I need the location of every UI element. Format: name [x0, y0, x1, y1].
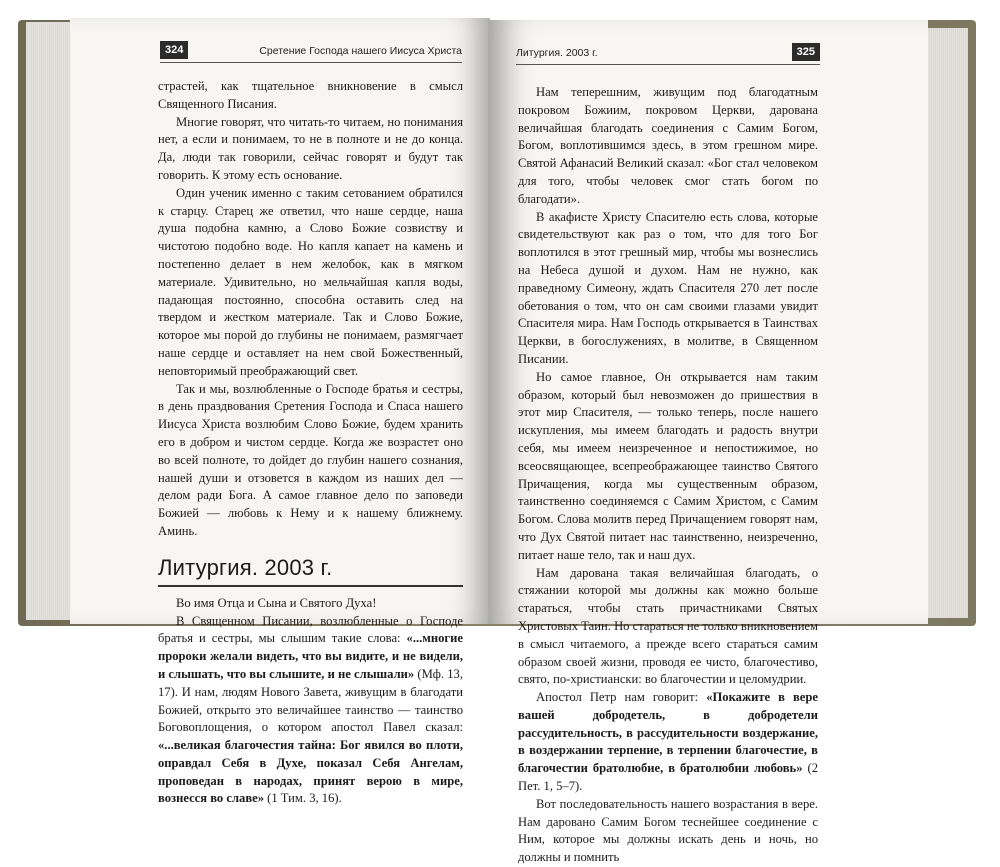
left-running-title: Сретение Господа нашего Иисуса Христа — [259, 45, 462, 57]
text-run: Апостол Петр нам говорит: — [536, 690, 707, 705]
right-body-text — [518, 84, 818, 867]
greeting: Во имя Отца и Сына и Святого Духа! — [176, 595, 377, 610]
paragraph: Один ученик именно с таким сетованием обратился к старцу. Старец же ответил, что наше сердце, наша душа подобна камню, а Слово Божие созвиству и чистотою подобно воде. Но капля капает на камень и постепенно делает в нем желобок, как в мягком материале. Удивительно, но мельчайшая капля воды, падающая постоянно, способна оставить след на твердом и жестком материале. Так и Слово Божие, которое мы порой до глубины не понимаем, размягчает наше сердце и оставляет на нем свой Божественный, неповторимый преображающий свет. — [158, 185, 463, 378]
right-header-rule — [516, 64, 820, 65]
right-page — [488, 20, 928, 865]
text-run: В Священном Писании, возлюбленные о Господе братья и сестры, мы слышим такие слова: — [158, 613, 463, 646]
paragraph: Вот последовательность нашего возрастания в вере. Нам дарованo Самим Богом теснейшее соединение с Ним, которое мы должны искать день и ночь, но должны и помнить — [518, 796, 818, 865]
paragraph: Нам теперешним, живущим под благодатным покровом Божиим, покровом Церкви, дарована величайшая благодать соединения с Самим Богом, Богом, воплотившимся здесь, в этом грешном мире. Святой Афанасий Великий сказал: «Бог стал человеком для того, чтобы человек смог стать богом по благодати». — [518, 85, 818, 206]
text-run: (1 Тим. 3, 16). — [264, 791, 342, 806]
right-page-number: 325 — [792, 43, 820, 61]
left-running-head — [70, 41, 490, 61]
paragraph: Многие говорят, что читать-то читаем, но понимания нет, а если и понимаем, то не в полноте и не до конца. Да, люди так говорили, сейчас говорят и будут так говорить. К этому есть основание. — [158, 114, 463, 182]
paragraph: страстей, как тщательное вникновение в смысл Священного Писания. — [158, 79, 463, 111]
left-body-text — [158, 78, 463, 808]
chapter-title: Литургия. 2003 г. — [158, 555, 463, 587]
paragraph: Нам дарована такая величайшая благодать, о стяжании которой мы должны как можно больше стараться, чтобы стать причастниками Святых Христовых Таин. Но стараться не только вникновением в смысл читаемого, а прежде всего стараться самим образом своей жизни, проводя ее чисто, благочестиво, свято, по-христиански: во благочестии и целомудрии. — [518, 565, 818, 687]
right-running-title: Литургия. 2003 г. — [516, 47, 598, 59]
scripture-quote: «Покажите в вере вашей добродетель, в добродетели рассудительность, в рассудительности воздержание, в воздержании терпение, в терпении благочестие, в благочестии братолюбие, в братолюбии любовь» — [518, 690, 818, 776]
page-edges-left — [26, 22, 74, 620]
text-run: (2 Пет. 1, 5–7). — [518, 761, 818, 794]
left-page-number: 324 — [160, 41, 188, 59]
scripture-quote: «...многие пророки желали видеть, что вы видите, и не видели, и слышать, что вы слышите, и не слышали» — [158, 631, 463, 681]
text-run: (Мф. 13, 17). И нам, людям Нового Завета, живущим в благодати Божией, открыто это величайшее таинство — таинство Боговоплощения, о котором апостол Павел сказал: — [158, 666, 464, 735]
paragraph — [158, 613, 463, 809]
paragraph: Но самое главное, Он открывается нам таким образом, который был невозможен до пришествия в этот мир Спасителя, — только теперь, после нашего искупления, мы имеем благодать и радость внутри себя, мы имеем неизреченное и непостижимое, но всеосвящающее, всепреображающее таинство Святого Причащения, когда мы существенным образом, таинственно соединяемся с Самим Христом, с Самим Богом. Слова молитв перед Причащением говорят нам, что Дух Святой питает нас таинственно, неизреченно, питает наше тело, так и наш дух. — [518, 369, 818, 562]
right-running-head — [488, 43, 928, 63]
left-header-rule — [160, 62, 462, 63]
paragraph: В акафисте Христу Спасителю есть слова, которые свидетельствуют как раз о том, что для того Бог воплотился в этот грешный мир, чтобы мы вознеслись на Небеса душой и духом. Нам не нужно, как праведному Симеону, ждать Спасителя 270 лет после обетования о том, что он сам своими глазами увидит Спасителя мира. Нам Господь открывается в Таинствах Церкви, в богослужениях, в молитве, в Священном Писании. — [518, 209, 818, 366]
paragraph: Так и мы, возлюбленные о Господе братья и сестры, в день праздвования Сретения Господа и Спаса нашего Иисуса Христа возлюбим Слово Божие, будем хранить его в добром и чистом сердце. Когда же возрастет оно во всей полноте, то дойдет до глубин нашего сознания, нашей души и отзовется в каждом из наших дел — делом ради Бога. А самое главное дело по заповеди Божией — любовь к Нему и к нашему ближнему. Аминь. — [158, 381, 463, 538]
page-edges-right — [924, 28, 968, 618]
scripture-quote: «...великая благочестия тайна: Бог явился во плоти, оправдал Себя в Духе, показал Себя Ангелам, проповедан в народах, принят верою в мире, вознесся во славе» — [158, 738, 463, 806]
left-page — [70, 18, 490, 806]
paragraph — [518, 689, 818, 796]
